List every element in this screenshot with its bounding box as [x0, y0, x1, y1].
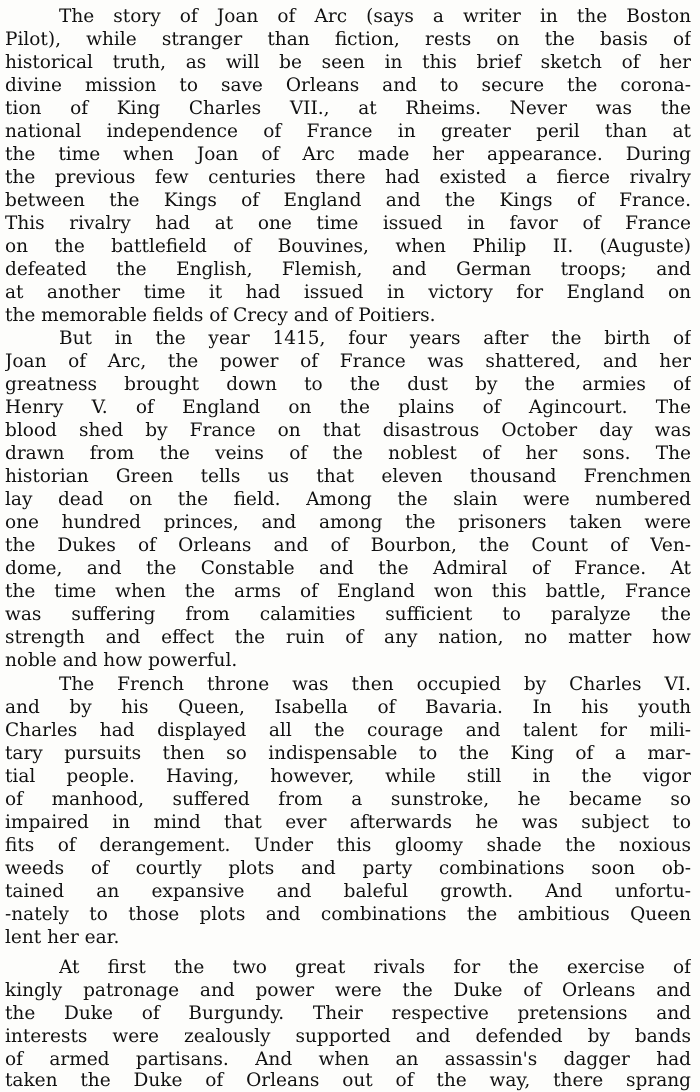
text-line: impaired in mind that ever afterwards he was subject to: [5, 812, 691, 833]
text-line: the time when Joan of Arc made her appearance. During: [5, 144, 691, 165]
text-line: greatness brought down to the dust by the armies of: [5, 374, 691, 395]
text-line: Charles had displayed all the courage and talent for mili-: [5, 720, 691, 741]
text-line: drawn from the veins of the noblest of her sons. The: [5, 443, 691, 464]
text-line: Joan of Arc, the power of France was shattered, and her: [5, 351, 691, 372]
text-line: the previous few centuries there had existed a fierce rivalry: [5, 167, 691, 188]
text-line: tained an expansive and baleful growth. And unfortu-: [5, 881, 691, 902]
text-line: dome, and the Constable and the Admiral of France. At: [5, 558, 691, 579]
text-line: on the battlefield of Bouvines, when Philip II. (Auguste): [5, 236, 691, 257]
text-line: tial people. Having, however, while still in the vigor: [5, 766, 691, 787]
text-line: the memorable fields of Crecy and of Poitiers.: [5, 305, 436, 326]
text-line: At first the two great rivals for the exercise of: [59, 957, 691, 978]
text-line: was suffering from calamities sufficient to paralyze the: [5, 604, 691, 625]
text-line: defeated the English, Flemish, and German troops; and: [5, 259, 691, 280]
text-line: one hundred princes, and among the prisoners taken were: [5, 512, 691, 533]
text-line: weeds of courtly plots and party combinations soon ob-: [5, 858, 691, 879]
text-line: and by his Queen, Isabella of Bavaria. In his youth: [5, 697, 691, 718]
text-line: Pilot), while stranger than fiction, rests on the basis of: [5, 29, 691, 50]
text-line: the Duke of Burgundy. Their respective pretensions and: [5, 1003, 691, 1024]
text-line: blood shed by France on that disastrous October day was: [5, 420, 691, 441]
text-line: noble and how powerful.: [5, 650, 238, 671]
text-line: national independence of France in greater peril than at: [5, 121, 691, 142]
text-line: Henry V. of England on the plains of Agincourt. The: [5, 397, 691, 418]
text-line: of manhood, suffered from a sunstroke, he became so: [5, 789, 691, 810]
text-line: divine mission to save Orleans and to secure the corona-: [5, 75, 691, 96]
text-line: The story of Joan of Arc (says a writer in the Boston: [59, 6, 691, 27]
text-line: historian Green tells us that eleven thousand Frenchmen: [5, 466, 691, 487]
text-line: tion of King Charles VII., at Rheims. Never was the: [5, 98, 691, 119]
text-line: kingly patronage and power were the Duke of Orleans and: [5, 980, 691, 1001]
text-line: strength and effect the ruin of any nation, no matter how: [5, 627, 691, 648]
text-line: at another time it had issued in victory for England on: [5, 282, 691, 303]
text-line: of armed partisans. And when an assassin's dagger had: [5, 1049, 691, 1070]
text-line: lent her ear.: [5, 927, 120, 948]
text-line: historical truth, as will be seen in this brief sketch of her: [5, 52, 691, 73]
text-line: tary pursuits then so indispensable to the King of a mar-: [5, 743, 691, 764]
text-line: the time when the arms of England won this battle, France: [5, 581, 691, 602]
text-line: taken the Duke of Orleans out of the way, there sprang: [5, 1070, 691, 1091]
text-line: -nately to those plots and combinations the ambitious Queen: [5, 904, 691, 925]
text-line: The French throne was then occupied by Charles VI.: [59, 674, 691, 695]
text-line: the Dukes of Orleans and of Bourbon, the Count of Ven-: [5, 535, 691, 556]
text-line: fits of derangement. Under this gloomy shade the noxious: [5, 835, 691, 856]
text-line: But in the year 1415, four years after the birth of: [59, 328, 691, 349]
text-line: lay dead on the field. Among the slain were numbered: [5, 489, 691, 510]
text-line: between the Kings of England and the Kings of France.: [5, 190, 691, 211]
text-line: interests were zealously supported and defended by bands: [5, 1026, 691, 1047]
text-line: This rivalry had at one time issued in favor of France: [5, 213, 691, 234]
